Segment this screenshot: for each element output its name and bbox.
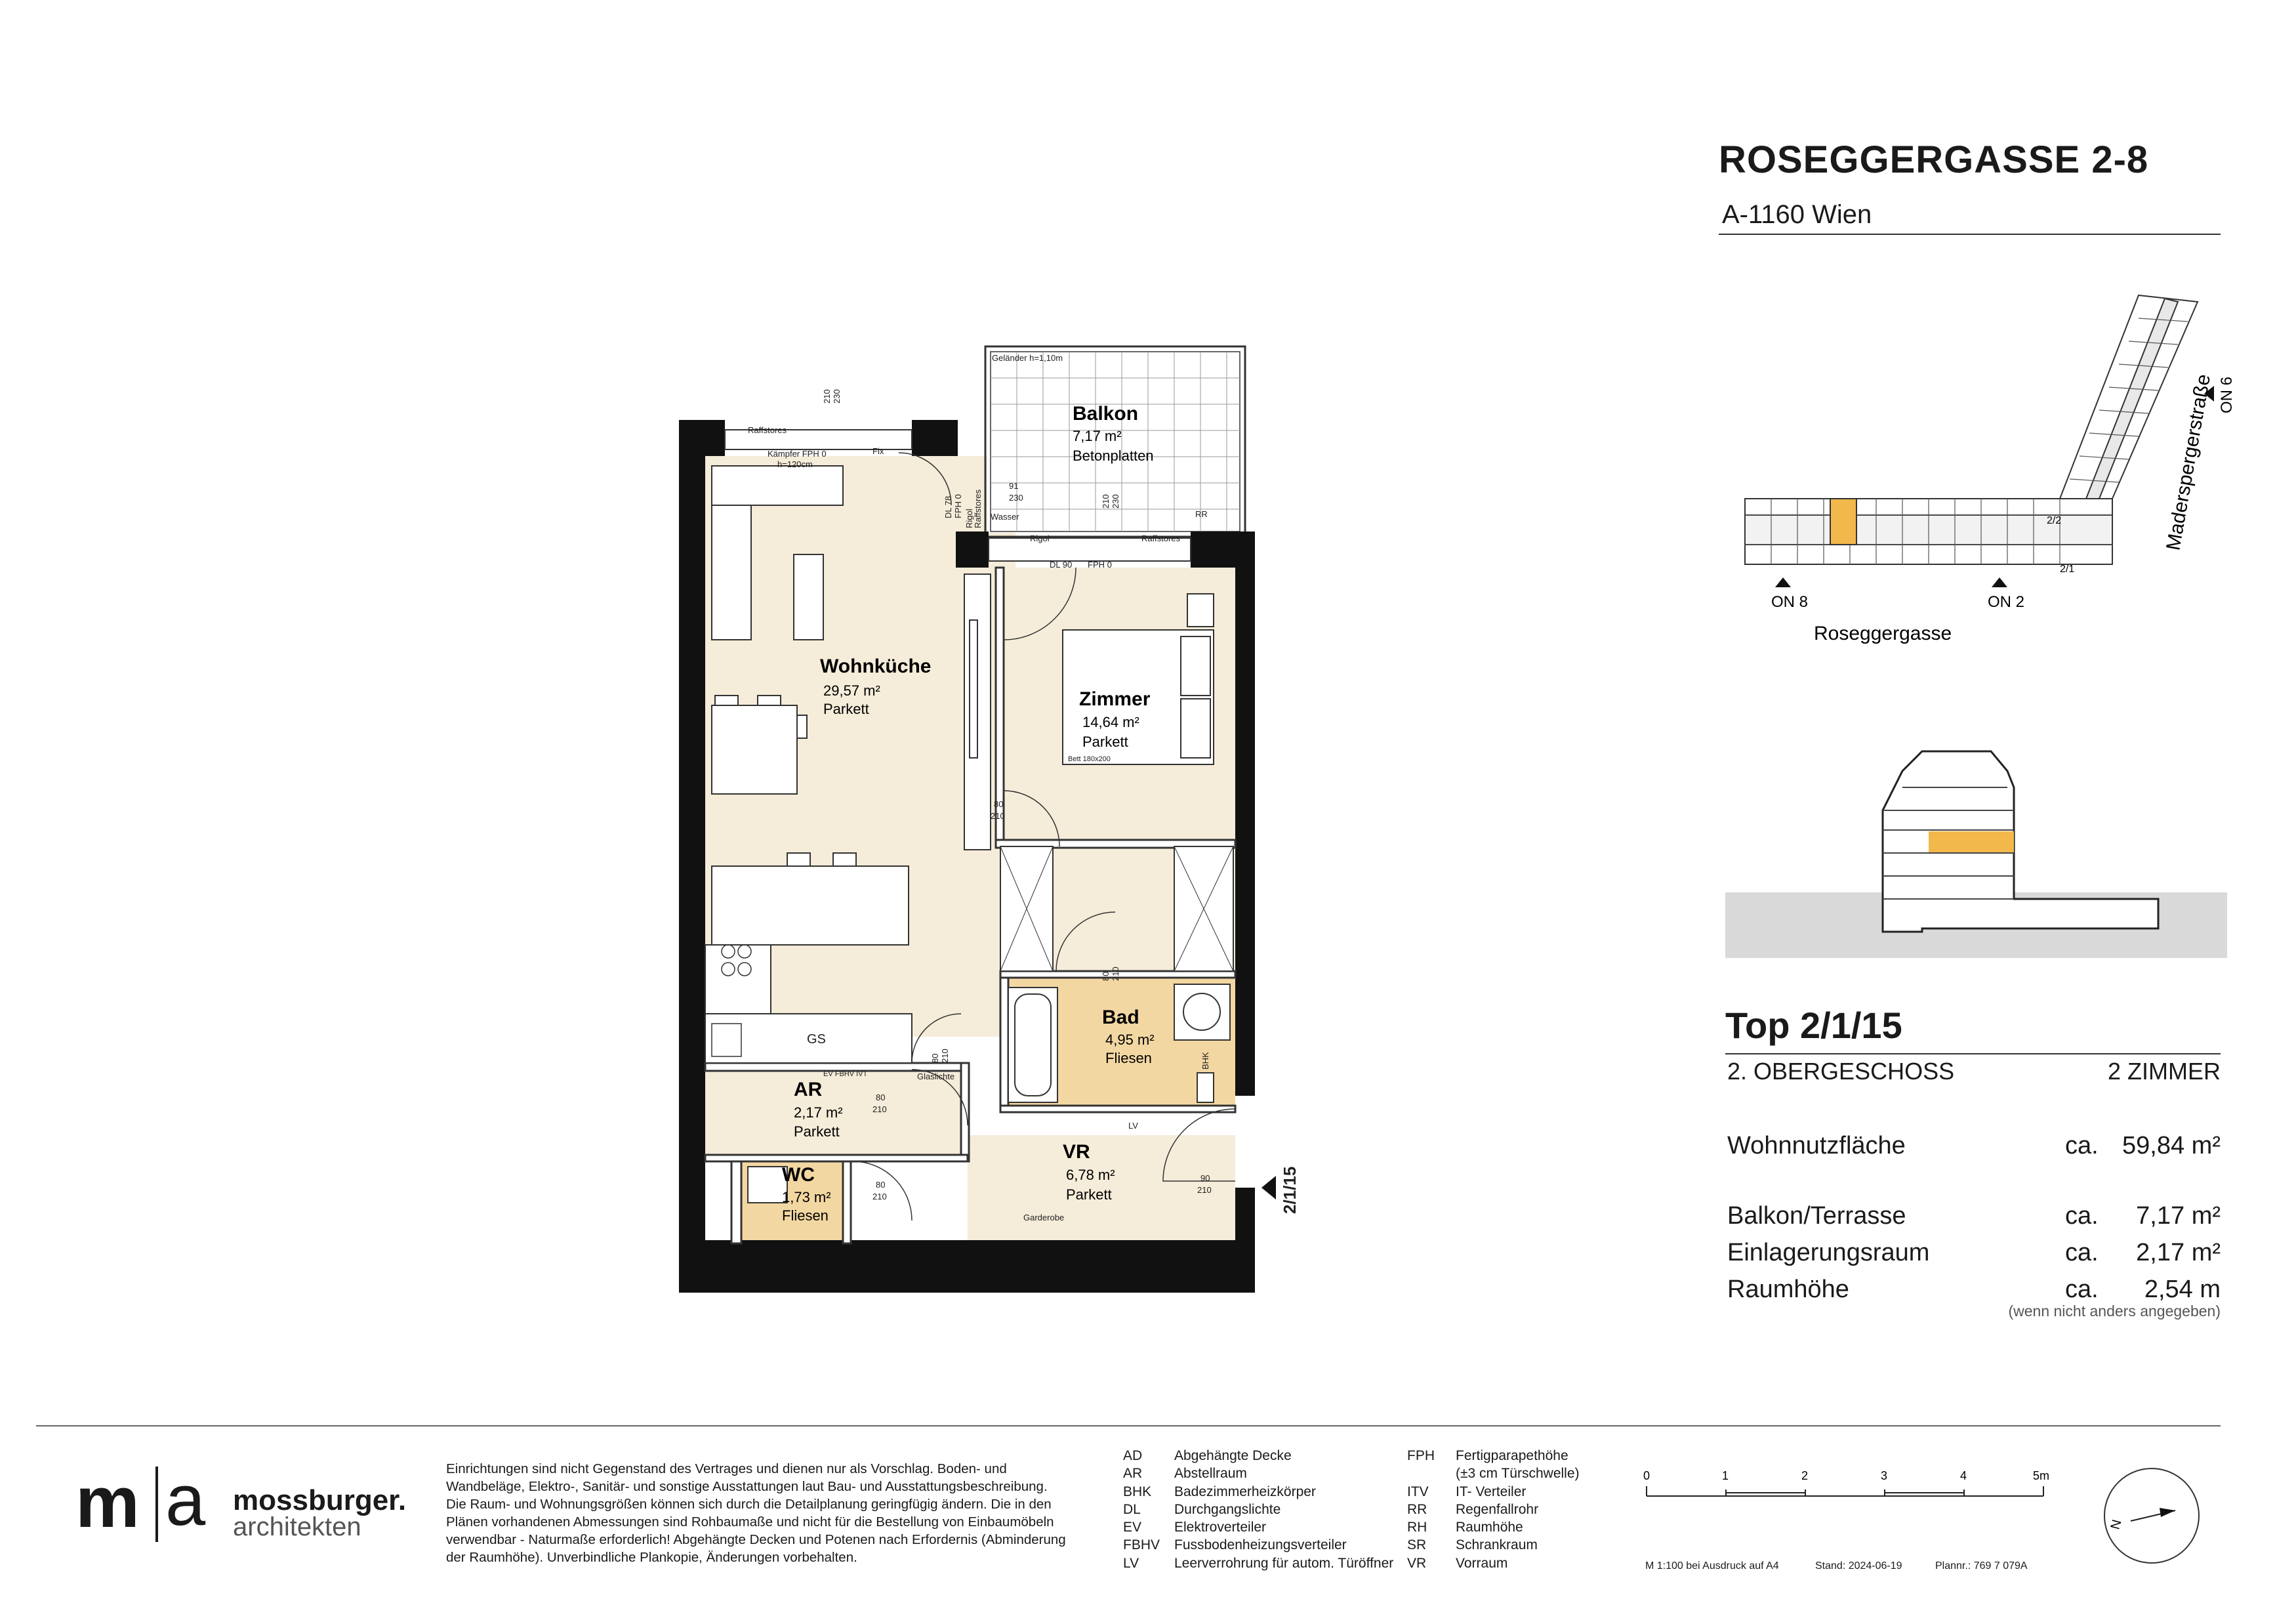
door-wc <box>853 1161 912 1220</box>
bathtub-inner <box>1015 994 1051 1096</box>
legend-abbr: LV <box>1123 1555 1139 1571</box>
note-glaslichte: Glaslichte <box>917 1072 955 1081</box>
unit-divider <box>1725 1053 2221 1054</box>
note-dl90: DL 90 <box>1050 560 1073 570</box>
area-label: Raumhöhe <box>1727 1276 1849 1303</box>
area-row-wohnnutzflaeche <box>1727 1132 2221 1165</box>
area-row-einlagerungsraum <box>1727 1239 2221 1272</box>
legend-abbr: RH <box>1407 1520 1427 1535</box>
note-raffstores: Raffstores <box>748 425 787 435</box>
site-mark-2-2: 2/2 <box>2047 515 2062 526</box>
wall-wc-west <box>731 1161 741 1243</box>
area-label: Wohnnutzfläche <box>1727 1132 1906 1159</box>
note-dim: 210 <box>1111 967 1120 981</box>
legend-row <box>1407 1483 1630 1501</box>
plan-date: Stand: 2024-06-19 <box>1815 1560 1902 1572</box>
room-area-wc: 1,73 m² <box>782 1189 831 1205</box>
area-label: Balkon/Terrasse <box>1727 1202 1906 1230</box>
north-arrow-head <box>2160 1508 2175 1517</box>
note-raffstores: Raffstores <box>1141 533 1181 543</box>
room-area-bad: 4,95 m² <box>1105 1031 1155 1048</box>
room-floor-zimmer: Parkett <box>1082 734 1128 750</box>
floor-plan <box>676 341 1305 1293</box>
legend-text: (±3 cm Türschwelle) <box>1456 1466 1580 1482</box>
legend-abbr: ITV <box>1407 1484 1429 1499</box>
note-dim: 80 <box>994 799 1004 809</box>
note-dim: 210 <box>822 389 832 404</box>
height-note: (wenn nicht anders angegeben) <box>2008 1302 2221 1320</box>
area-ca: ca. <box>2065 1202 2099 1230</box>
legend-text: Vorraum <box>1456 1555 1508 1571</box>
wall-east-lower <box>1235 1188 1255 1293</box>
note-dim: 90 <box>1200 1173 1210 1183</box>
note-dim: 230 <box>832 389 842 404</box>
site-key-plan <box>1732 289 2236 656</box>
room-floor-bad: Fliesen <box>1105 1050 1152 1066</box>
legend-row <box>1123 1518 1399 1536</box>
chair <box>715 696 738 705</box>
legend-text: Fussbodenheizungsverteiler <box>1174 1537 1347 1553</box>
legend-row <box>1407 1447 1630 1465</box>
legend-row <box>1123 1465 1399 1482</box>
area-ca: ca. <box>2065 1276 2099 1303</box>
legend-abbr: BHK <box>1123 1484 1152 1499</box>
legend-text: Badezimmerheizkörper <box>1174 1484 1316 1499</box>
wall-east <box>1235 531 1255 1096</box>
site-label-street-right: Maderspergerstraße <box>2162 372 2215 552</box>
unit-number: Top 2/1/15 <box>1725 1005 1902 1046</box>
wall-north-left <box>679 420 725 456</box>
area-ca: ca. <box>2065 1132 2099 1159</box>
logo-m: m <box>75 1462 140 1543</box>
sofa-arm <box>712 505 751 640</box>
room-name-bad: Bad <box>1102 1007 1139 1028</box>
note-dim: 210 <box>872 1192 887 1201</box>
scale-tick: 2 <box>1801 1469 1809 1482</box>
site-label-on2: ON 2 <box>1988 593 2025 611</box>
legend-text: Abgehängte Decke <box>1174 1448 1292 1463</box>
room-name-wc: WC <box>782 1164 815 1186</box>
legend-abbr: RR <box>1407 1501 1427 1517</box>
unit-rooms: 2 ZIMMER <box>2107 1058 2221 1085</box>
legend-abbr: DL <box>1123 1501 1141 1517</box>
note-fph0: FPH 0 <box>953 494 963 518</box>
kitchen-island <box>712 866 909 945</box>
washbasin-bowl <box>1183 993 1220 1030</box>
scale-tick: 4 <box>1960 1469 1967 1482</box>
legend-text: Fertigparapethöhe <box>1456 1448 1568 1463</box>
entry-arrow-icon <box>1261 1176 1276 1199</box>
site-label-on8: ON 8 <box>1771 593 1809 611</box>
note-rigol: Rigol <box>1030 533 1050 543</box>
room-floor-ar: Parkett <box>794 1123 840 1140</box>
room-floor-wc: Fliesen <box>782 1207 829 1224</box>
firm-sub: architekten <box>233 1512 361 1541</box>
note-gelaender: Geländer h=1,10m <box>992 353 1063 363</box>
note-dim: 210 <box>872 1104 887 1114</box>
scale-tick: 3 <box>1881 1469 1888 1482</box>
legend-text: Elektroverteiler <box>1174 1520 1267 1535</box>
legend-row <box>1407 1501 1630 1518</box>
room-area-ar: 2,17 m² <box>794 1104 843 1121</box>
room-name-vr: VR <box>1063 1141 1090 1163</box>
room-name-balkon: Balkon <box>1073 403 1139 425</box>
note-ev-fbhv-ivt: EV FBHV IVT <box>823 1070 868 1078</box>
legend-text: Leerverrohrung für autom. Türöffner <box>1174 1555 1394 1571</box>
wall-wc-east <box>843 1161 851 1243</box>
project-title: ROSEGGERGASSE 2-8 <box>1719 138 2149 181</box>
legend-text: IT- Verteiler <box>1456 1484 1527 1499</box>
note-gs: GS <box>807 1032 826 1047</box>
note-fix: Fix <box>872 446 884 456</box>
legend-text: Schrankraum <box>1456 1537 1538 1553</box>
coffee-table <box>794 554 823 640</box>
wall-north-right <box>912 420 958 456</box>
note-bett: Bett 180x200 <box>1068 755 1111 763</box>
section-building-outline <box>1883 751 2158 932</box>
site-label-on6: ON 6 <box>2218 376 2236 413</box>
note-lv: LV <box>1128 1121 1138 1131</box>
site-label-street-bottom: Roseggergasse <box>1814 623 1952 644</box>
chair <box>797 715 807 738</box>
north-arrow <box>2099 1463 2204 1568</box>
wall-bad-south <box>1000 1106 1235 1112</box>
legend-row <box>1407 1518 1630 1536</box>
room-area-zimmer: 14,64 m² <box>1082 714 1139 730</box>
logo-a: a <box>165 1460 206 1541</box>
legend-abbr: EV <box>1123 1520 1142 1535</box>
legend-column-1 <box>1123 1447 1399 1572</box>
wall-ar-east <box>961 1063 969 1161</box>
site-entry-arrow-on8 <box>1775 577 1791 587</box>
chair <box>758 696 781 705</box>
room-name-wohnkueche: Wohnküche <box>820 656 932 677</box>
room-name-ar: AR <box>794 1079 823 1100</box>
room-area-vr: 6,78 m² <box>1066 1167 1115 1183</box>
room-name-zimmer: Zimmer <box>1079 688 1151 710</box>
scale-bar-line <box>1647 1486 2043 1496</box>
legend-column-2 <box>1407 1447 1630 1572</box>
site-unit-highlight <box>1830 499 1856 545</box>
area-row-balkon <box>1727 1202 2221 1235</box>
legend-row <box>1123 1483 1399 1501</box>
area-label: Einlagerungsraum <box>1727 1239 1930 1266</box>
header-divider <box>1719 234 2221 235</box>
wall-west <box>679 420 705 1293</box>
scale-tick: 0 <box>1643 1469 1650 1482</box>
wall-balkon-left-pier <box>956 531 989 568</box>
site-mark-2-1: 2/1 <box>2060 564 2075 575</box>
legend-abbr: AD <box>1123 1448 1143 1463</box>
toilet <box>748 1167 787 1203</box>
nightstand <box>1187 594 1214 627</box>
north-label: N <box>2108 1518 2125 1531</box>
legend-abbr: VR <box>1407 1555 1427 1571</box>
note-dl78: DL 78 <box>943 495 953 518</box>
note-bhk: BHK <box>1200 1052 1210 1070</box>
project-address: A-1160 Wien <box>1722 200 1872 229</box>
legend-abbr: FPH <box>1407 1448 1435 1463</box>
note-kaempfer: Kämpfer FPH 0 <box>768 449 827 459</box>
disclaimer: Einrichtungen sind nicht Gegenstand des Vertrages und dienen nur als Vorschlag. Boden- und Wandbeläge, Elektro-, Sanitär- und sonstige Ausstattungen laut Bau- und Ausstattungsbeschreibung. Die Raum- und Wohnungsgrößen können sich durch die Detailplanung geringfügig ändern. Die in den Plänen vorhandenen Abmessungen sind Rohbaumaße und nicht für die Bestellung von Einbaumöbeln verwendbar - Naturmaße erforderlich! Abgehängte Decken und Potenen nach Erfordernis (Abminderung der Raumhöhe). Unverbindliche Plankopie, Änderungen vorbehalten. <box>446 1461 1066 1565</box>
room-floor-balkon: Betonplatten <box>1073 448 1154 464</box>
legend-abbr: AR <box>1123 1466 1143 1482</box>
bath-radiator <box>1197 1073 1214 1102</box>
building-section <box>1725 722 2230 965</box>
area-value: 2,17 m² <box>2136 1239 2221 1266</box>
legend-row <box>1123 1447 1399 1465</box>
room-floor-vr: Parkett <box>1066 1186 1112 1203</box>
logo-bar <box>155 1467 158 1542</box>
legend-text: Regenfallrohr <box>1456 1501 1539 1517</box>
scale-tick: 1 <box>1722 1469 1729 1482</box>
legend-text: Abstellraum <box>1174 1466 1247 1482</box>
note-raffstores: Raffstores <box>973 489 983 528</box>
legend-text: Durchgangslichte <box>1174 1501 1281 1517</box>
bar-stool <box>833 853 856 866</box>
note-dim: 230 <box>1009 493 1023 503</box>
area-value: 2,54 m <box>2144 1276 2221 1303</box>
wall-south <box>679 1240 1255 1293</box>
area-value: 7,17 m² <box>2136 1202 2221 1230</box>
note-garderobe: Garderobe <box>1023 1213 1065 1222</box>
note-dim: 91 <box>1009 481 1019 491</box>
note-dim: 210 <box>940 1049 950 1063</box>
bed-pillow <box>1181 636 1210 696</box>
unit-floor: 2. OBERGESCHOSS <box>1727 1058 1955 1085</box>
bed-pillow <box>1181 699 1210 758</box>
legend-abbr: SR <box>1407 1537 1427 1553</box>
wall-balkon-right-pier <box>1191 531 1237 568</box>
wardrobe-living-inner <box>970 620 977 758</box>
legend-text: Raumhöhe <box>1456 1520 1523 1535</box>
note-dim: 210 <box>991 811 1005 821</box>
firm-name: mossburger. <box>233 1484 407 1516</box>
scale-bar <box>1637 1467 2057 1506</box>
plan-number: Plannr.: 769 7 079A <box>1935 1560 2028 1572</box>
note-rigol: Rigol <box>964 509 974 528</box>
note-dim: 210 <box>1101 494 1111 509</box>
dining-table <box>712 705 797 794</box>
note-h120: h=120cm <box>777 459 813 469</box>
note-fph0: FPH 0 <box>1088 560 1112 570</box>
room-area-wohnkueche: 29,57 m² <box>823 682 880 699</box>
note-rr: RR <box>1195 509 1208 519</box>
scale-tick: 5m <box>2033 1469 2050 1482</box>
legend-row <box>1407 1554 1630 1572</box>
sofa <box>712 466 843 505</box>
legend-row <box>1123 1554 1399 1572</box>
area-value: 59,84 m² <box>2122 1132 2221 1159</box>
area-ca: ca. <box>2065 1239 2099 1266</box>
section-unit-highlight <box>1929 831 2014 852</box>
legend-abbr: FBHV <box>1123 1537 1160 1553</box>
room-area-balkon: 7,17 m² <box>1073 428 1122 444</box>
entry-label: 2/1/15 <box>1280 1166 1300 1214</box>
note-wasser: Wasser <box>991 512 1019 522</box>
note-dim: 80 <box>876 1180 886 1190</box>
wall-bad-west <box>1000 971 1008 1112</box>
footer-divider <box>36 1425 2221 1426</box>
bar-stool <box>787 853 810 866</box>
legend-row <box>1123 1501 1399 1518</box>
site-entry-arrow-on2 <box>1992 577 2007 587</box>
note-dim: 210 <box>1197 1185 1212 1195</box>
scale-note: M 1:100 bei Ausdruck auf A4 <box>1645 1560 1779 1572</box>
note-dim: 80 <box>1101 971 1111 981</box>
room-floor-wohnkueche: Parkett <box>823 701 869 717</box>
note-dim: 80 <box>876 1093 886 1102</box>
note-dim: 230 <box>1111 494 1120 509</box>
legend-row <box>1407 1465 1630 1482</box>
legend-row <box>1407 1536 1630 1554</box>
wall-ar-south <box>705 1155 968 1161</box>
note-dim: 80 <box>930 1053 940 1063</box>
legend-row <box>1123 1536 1399 1554</box>
